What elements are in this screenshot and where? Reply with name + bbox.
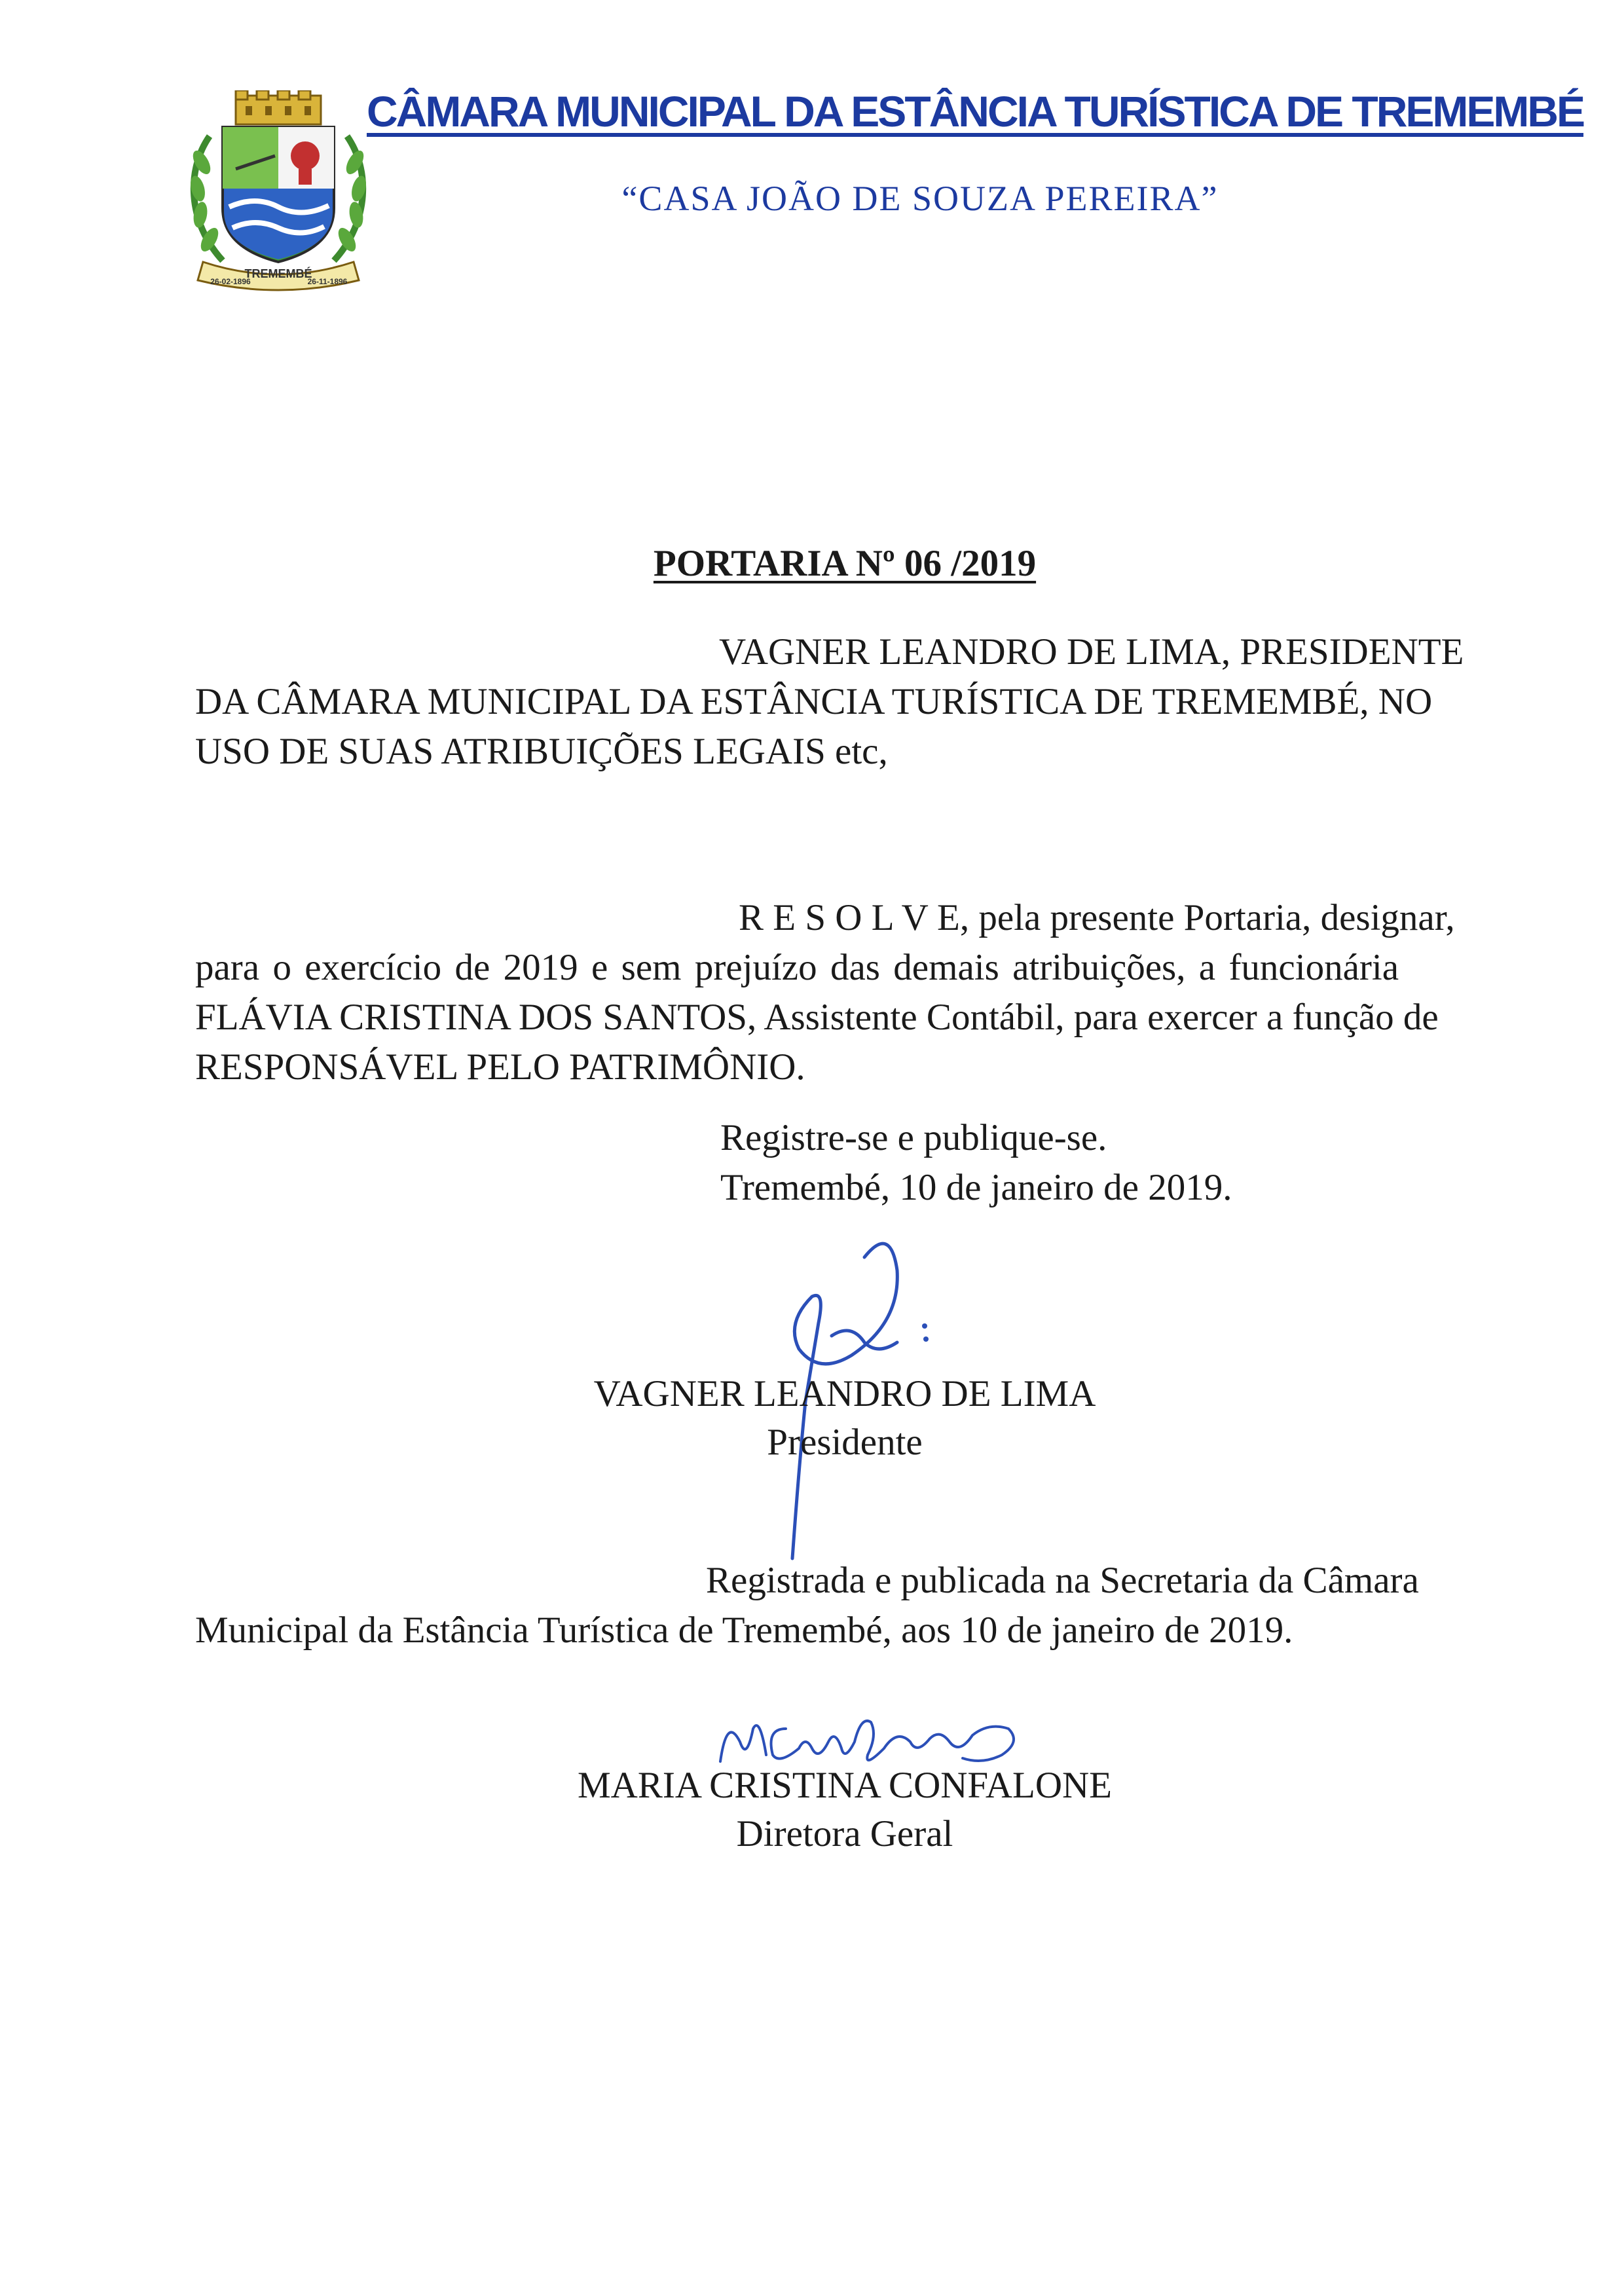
municipal-coat-of-arms-icon bbox=[183, 90, 373, 293]
preamble-line-2: DA CÂMARA MUNICIPAL DA ESTÂNCIA TURÍSTICA DE TREMEMBÉ, NO bbox=[195, 681, 1433, 722]
crest-date-right: 26-11-1896 bbox=[307, 277, 348, 286]
resolve-line-2: para o exercício de 2019 e sem prejuízo das demais atribuições, a funcionária bbox=[195, 947, 1399, 988]
resolve-line-4: RESPONSÁVEL PELO PATRIMÔNIO. bbox=[195, 1046, 805, 1088]
preamble-paragraph bbox=[195, 627, 1464, 777]
document-title: PORTARIA Nº 06 /2019 bbox=[653, 543, 1037, 584]
crest-banner-text: TREMEMBÉ bbox=[244, 267, 312, 280]
institution-title: CÂMARA MUNICIPAL DA ESTÂNCIA TURÍSTICA DE TREMEMBÉ bbox=[367, 87, 1584, 136]
registration-paragraph bbox=[195, 1556, 1419, 1655]
resolve-line-1: R E S O L V E, pela presente Portaria, designar, bbox=[739, 897, 1455, 938]
closing-block bbox=[720, 1113, 1232, 1213]
director-name: MARIA CRISTINA CONFALONE bbox=[577, 1765, 1112, 1806]
resolve-paragraph bbox=[195, 893, 1455, 1092]
institution-subtitle: “CASA JOÃO DE SOUZA PEREIRA” bbox=[621, 179, 1219, 218]
preamble-line-1: VAGNER LEANDRO DE LIMA, PRESIDENTE bbox=[719, 631, 1464, 672]
closing-line-2: Tremembé, 10 de janeiro de 2019. bbox=[720, 1167, 1232, 1208]
director-role: Diretora Geral bbox=[736, 1813, 953, 1854]
closing-line-1: Registre-se e publique-se. bbox=[720, 1117, 1107, 1158]
registration-line-2: Municipal da Estância Turística de Tremembé, aos 10 de janeiro de 2019. bbox=[195, 1610, 1293, 1651]
preamble-line-3: USO DE SUAS ATRIBUIÇÕES LEGAIS etc, bbox=[195, 731, 888, 772]
president-name: VAGNER LEANDRO DE LIMA bbox=[593, 1373, 1096, 1414]
president-role: Presidente bbox=[767, 1422, 923, 1463]
crest-date-left: 26-02-1896 bbox=[210, 277, 251, 286]
registration-line-1: Registrada e publicada na Secretaria da Câmara bbox=[706, 1560, 1419, 1601]
resolve-line-3: FLÁVIA CRISTINA DOS SANTOS, Assistente Contábil, para exercer a função de bbox=[195, 997, 1439, 1038]
